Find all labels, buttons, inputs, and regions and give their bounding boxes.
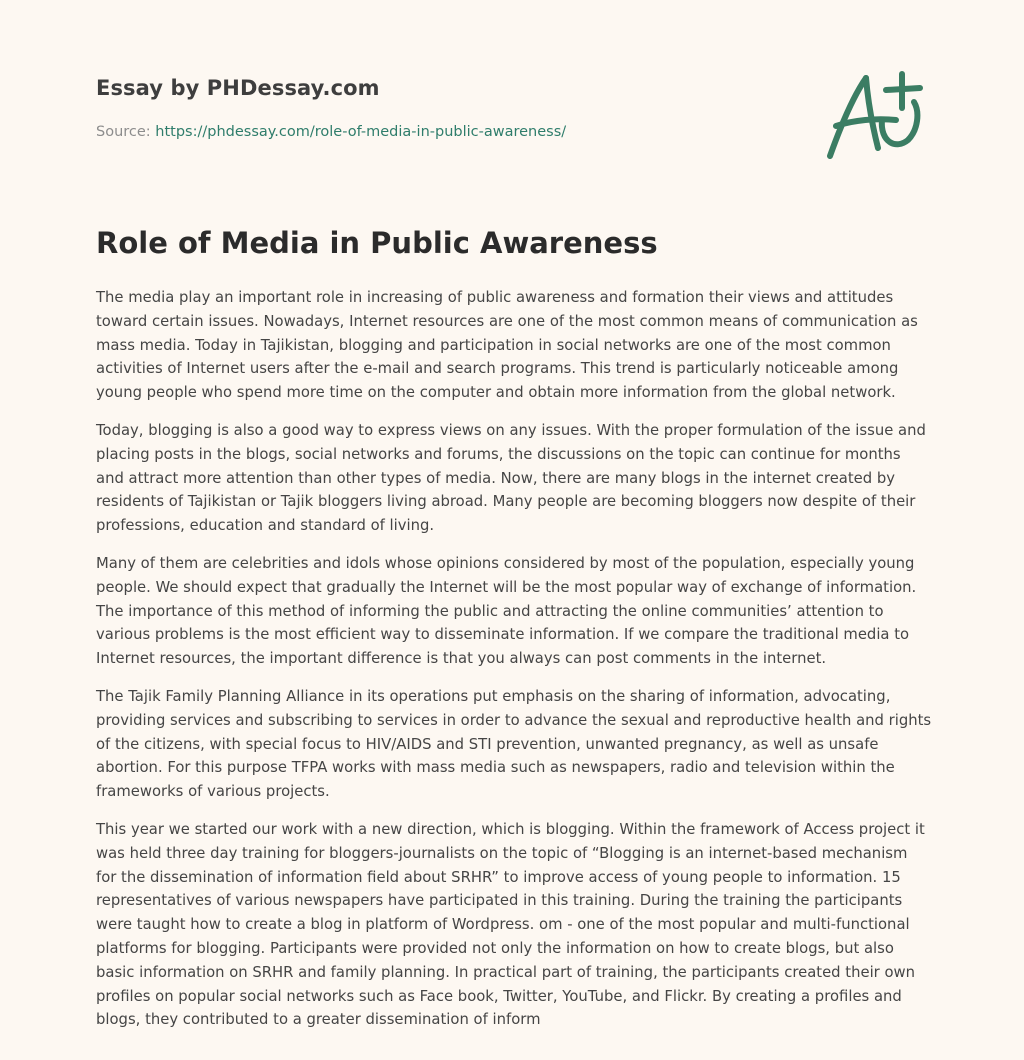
source-line [96,124,566,140]
source-label: Source: [96,124,151,140]
source-link[interactable]: https://phdessay.com/role-of-media-in-public-awareness/ [155,124,567,140]
a-plus-logo-icon [820,68,928,164]
paragraph: Today, blogging is also a good way to express views on any issues. With the proper formulation of the issue and placing posts in the blogs, social networks and forums, the discussions on the topic can continue for months and attract more attention than other types of media. Now, there are many blogs in the internet created by residents of Tajikistan or Tajik bloggers living abroad. Many people are becoming bloggers now despite of their professions, education and standard of living. [96,421,926,535]
paragraph: This year we started our work with a new direction, which is blogging. Within the framework of Access project it was held three day training for bloggers-journalists on the topic of “Blogging is an internet-based mechanism for the dissemination of information field about SRHR” to improve access of young people to information. 15 representatives of various newspapers have participated in this training. During the training the participants were taught how to create a blog in platform of Wordpress. om - one of the most popular and multi-functional platforms for blogging. Participants were provided not only the information on how to create blogs, but also basic information on SRHR and family planning. In practical part of training, the participants created their own profiles on popular social networks such as Face book, Twitter, YouTube, and Flickr. By creating a profiles and blogs, they contributed to a greater dissemination of inform [96,820,925,1029]
article-body [96,286,932,1046]
paragraph: Many of them are celebrities and idols whose opinions considered by most of the population, especially young people. We should expect that gradually the Internet will be the most popular way of exchange of information. The importance of this method of informing the public and attracting the online communities’ attention to various problems is the most efficient way to disseminate information. If we compare the traditional media to Internet resources, the important difference is that you always can post comments in the internet. [96,554,917,668]
page-title: Role of Media in Public Awareness [96,226,658,260]
paragraph: The media play an important role in increasing of public awareness and formation their views and attitudes toward certain issues. Nowadays, Internet resources are one of the most common means of communication as mass media. Today in Tajikistan, blogging and participation in social networks are one of the most common activities of Internet users after the e-mail and search programs. This trend is particularly noticeable among young people who spend more time on the computer and obtain more information from the global network. [96,289,918,402]
paragraph: The Tajik Family Planning Alliance in its operations put emphasis on the sharing of information, advocating, providing services and subscribing to services in order to advance the sexual and reproductive health and rights of the citizens, with special focus to HIV/AIDS and STI prevention, unwanted pregnancy, as well as unsafe abortion. For this purpose TFPA works with mass media such as newspapers, radio and television within the frameworks of various projects. [96,687,932,801]
site-brand: Essay by PHDessay.com [96,76,380,100]
